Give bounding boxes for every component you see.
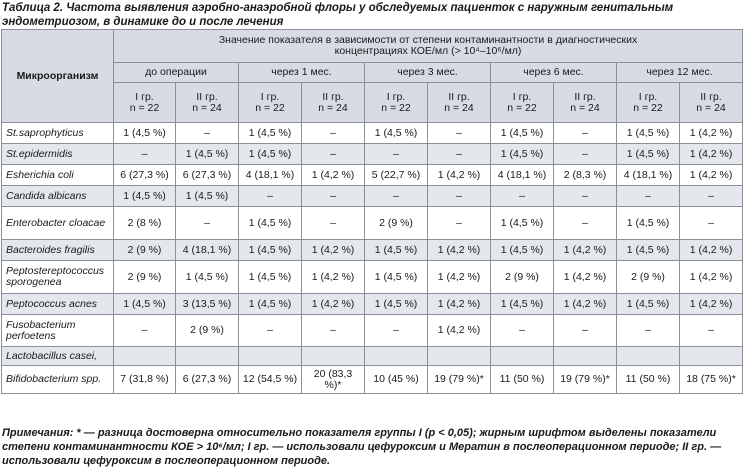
period-header: через 6 мес.: [491, 63, 617, 83]
group-header: I гр. n = 22: [365, 83, 428, 123]
value-cell: 1 (4,2 %): [428, 240, 491, 261]
value-cell: 1 (4,5 %): [239, 123, 302, 144]
table-notes: Примечания: * — разница достоверна относительно показателя группы I (p < 0,05); жирным шрифтом выделены показатели степени контаминантности КОЕ > 10⁶/мл; I гр. — использовали цефуроксим и Мератин в послеоперационном периоде; II гр. — использовали цефуроксим в послеоперационном периоде.: [2, 427, 722, 467]
period-header: через 12 мес.: [617, 63, 743, 83]
organism-name: Bifidobacterium spp.: [2, 366, 114, 394]
value-cell: 4 (18,1 %): [491, 165, 554, 186]
value-cell: –: [114, 315, 176, 347]
group-header: II гр. n = 24: [680, 83, 743, 123]
value-cell: 1 (4,2 %): [428, 165, 491, 186]
value-cell: –: [302, 144, 365, 165]
value-cell: 7 (31,8 %): [114, 366, 176, 394]
value-cell: [617, 347, 680, 366]
organism-name: Lactobacillus casei,: [2, 347, 114, 366]
period-header: через 3 мес.: [365, 63, 491, 83]
value-cell: –: [554, 123, 617, 144]
value-cell: 10 (45 %): [365, 366, 428, 394]
value-cell: 1 (4,5 %): [617, 207, 680, 240]
value-cell: 20 (83,3 %)*: [302, 366, 365, 394]
organism-name: St.saprophyticus: [2, 123, 114, 144]
value-cell: 1 (4,5 %): [617, 123, 680, 144]
value-cell: –: [302, 186, 365, 207]
period-header: через 1 мес.: [239, 63, 365, 83]
group-header: II гр. n = 24: [554, 83, 617, 123]
value-cell: –: [428, 123, 491, 144]
value-cell: 1 (4,5 %): [365, 123, 428, 144]
value-cell: 2 (9 %): [176, 315, 239, 347]
value-cell: 2 (9 %): [114, 240, 176, 261]
value-cell: –: [617, 186, 680, 207]
value-cell: 1 (4,2 %): [428, 261, 491, 294]
value-cell: –: [491, 186, 554, 207]
table-row: [2, 165, 743, 186]
value-cell: 1 (4,2 %): [680, 240, 743, 261]
value-cell: [554, 347, 617, 366]
value-cell: 2 (9 %): [365, 207, 428, 240]
group-header: I гр. n = 22: [491, 83, 554, 123]
value-cell: 2 (8,3 %): [554, 165, 617, 186]
value-cell: 19 (79 %)*: [554, 366, 617, 394]
value-cell: –: [428, 207, 491, 240]
group-header: II гр. n = 24: [176, 83, 239, 123]
value-cell: 1 (4,2 %): [680, 261, 743, 294]
value-cell: 1 (4,5 %): [114, 123, 176, 144]
value-cell: –: [680, 315, 743, 347]
value-cell: 12 (54,5 %): [239, 366, 302, 394]
value-cell: 1 (4,2 %): [428, 315, 491, 347]
organism-name: Fusobacterium perfoetens: [2, 315, 114, 347]
table-row: [2, 207, 743, 240]
group-header: I гр. n = 22: [617, 83, 680, 123]
value-cell: 1 (4,2 %): [680, 294, 743, 315]
group-header: I гр. n = 22: [239, 83, 302, 123]
group-header: I гр. n = 22: [114, 83, 176, 123]
organism-column-header: Микроорганизм: [2, 30, 114, 123]
table-row: [2, 366, 743, 394]
value-cell: [114, 347, 176, 366]
table-row: [2, 261, 743, 294]
table-row: [2, 347, 743, 366]
value-cell: –: [302, 207, 365, 240]
value-cell: 1 (4,5 %): [491, 207, 554, 240]
value-cell: 1 (4,5 %): [617, 240, 680, 261]
value-cell: 1 (4,5 %): [617, 294, 680, 315]
value-cell: 2 (9 %): [114, 261, 176, 294]
value-cell: 2 (8 %): [114, 207, 176, 240]
value-cell: [491, 347, 554, 366]
value-cell: –: [428, 186, 491, 207]
value-cell: –: [365, 315, 428, 347]
value-cell: [680, 347, 743, 366]
value-cell: 1 (4,5 %): [239, 144, 302, 165]
value-cell: –: [365, 186, 428, 207]
value-cell: –: [176, 123, 239, 144]
value-cell: [365, 347, 428, 366]
value-cell: 2 (9 %): [491, 261, 554, 294]
table-row: [2, 294, 743, 315]
value-cell: 6 (27,3 %): [176, 366, 239, 394]
value-cell: 11 (50 %): [617, 366, 680, 394]
value-cell: 6 (27,3 %): [176, 165, 239, 186]
value-cell: 1 (4,5 %): [491, 240, 554, 261]
value-cell: 1 (4,2 %): [680, 144, 743, 165]
microflora-table: [1, 29, 743, 394]
value-cell: 1 (4,2 %): [302, 261, 365, 294]
value-cell: –: [554, 315, 617, 347]
table-row: [2, 315, 743, 347]
value-cell: 4 (18,1 %): [617, 165, 680, 186]
value-cell: 4 (18,1 %): [239, 165, 302, 186]
value-cell: 1 (4,5 %): [365, 294, 428, 315]
value-cell: –: [554, 144, 617, 165]
value-cell: [428, 347, 491, 366]
organism-name: Esherichia coli: [2, 165, 114, 186]
table-caption: Таблица 2. Частота выявления аэробно-анаэробной флоры у обследуемых пациенток с наружным генитальным эндометриозом, в динамике до и после лечения: [2, 2, 674, 28]
group-header: II гр. n = 24: [428, 83, 491, 123]
value-cell: 1 (4,5 %): [176, 144, 239, 165]
organism-name: Enterobacter cloacae: [2, 207, 114, 240]
value-cell: 1 (4,5 %): [365, 261, 428, 294]
value-cell: –: [302, 315, 365, 347]
value-cell: 1 (4,2 %): [554, 240, 617, 261]
value-cell: 1 (4,2 %): [302, 240, 365, 261]
value-cell: 1 (4,2 %): [302, 165, 365, 186]
table-row: [2, 123, 743, 144]
value-cell: 1 (4,5 %): [365, 240, 428, 261]
value-cell: 6 (27,3 %): [114, 165, 176, 186]
value-cell: 2 (9 %): [617, 261, 680, 294]
value-cell: 1 (4,5 %): [617, 144, 680, 165]
value-cell: 1 (4,2 %): [680, 165, 743, 186]
value-cell: 18 (75 %)*: [680, 366, 743, 394]
value-cell: –: [491, 315, 554, 347]
value-cell: 1 (4,2 %): [554, 261, 617, 294]
value-cell: [239, 347, 302, 366]
value-cell: 4 (18,1 %): [176, 240, 239, 261]
organism-name: Candida albicans: [2, 186, 114, 207]
concentration-group-header: Значение показателя в зависимости от степени контаминантности в диагностических концентрациях КОЕ/мл (> 10⁴–10⁶/мл): [114, 30, 743, 63]
table-row: [2, 144, 743, 165]
value-cell: 1 (4,5 %): [114, 186, 176, 207]
value-cell: [302, 347, 365, 366]
value-cell: 1 (4,5 %): [491, 123, 554, 144]
value-cell: 1 (4,5 %): [239, 207, 302, 240]
value-cell: 5 (22,7 %): [365, 165, 428, 186]
organism-name: Peptostereptococcus sporogenea: [2, 261, 114, 294]
group-header: II гр. n = 24: [302, 83, 365, 123]
value-cell: –: [428, 144, 491, 165]
value-cell: –: [365, 144, 428, 165]
value-cell: –: [302, 123, 365, 144]
value-cell: –: [554, 186, 617, 207]
value-cell: 1 (4,5 %): [114, 294, 176, 315]
value-cell: –: [554, 207, 617, 240]
value-cell: 1 (4,2 %): [428, 294, 491, 315]
table-row: [2, 186, 743, 207]
value-cell: 1 (4,2 %): [302, 294, 365, 315]
value-cell: 1 (4,5 %): [239, 261, 302, 294]
value-cell: 11 (50 %): [491, 366, 554, 394]
value-cell: 1 (4,2 %): [554, 294, 617, 315]
value-cell: –: [239, 315, 302, 347]
value-cell: –: [176, 207, 239, 240]
value-cell: 1 (4,5 %): [491, 294, 554, 315]
value-cell: 1 (4,5 %): [491, 144, 554, 165]
organism-name: Peptococcus acnes: [2, 294, 114, 315]
value-cell: 1 (4,5 %): [176, 261, 239, 294]
value-cell: 1 (4,5 %): [239, 240, 302, 261]
period-header: до операции: [114, 63, 239, 83]
value-cell: [176, 347, 239, 366]
value-cell: –: [680, 207, 743, 240]
value-cell: –: [239, 186, 302, 207]
value-cell: 19 (79 %)*: [428, 366, 491, 394]
table-row: [2, 240, 743, 261]
value-cell: 1 (4,5 %): [239, 294, 302, 315]
value-cell: 3 (13,5 %): [176, 294, 239, 315]
value-cell: –: [617, 315, 680, 347]
organism-name: St.epidermidis: [2, 144, 114, 165]
value-cell: –: [680, 186, 743, 207]
organism-name: Bacteroides fragilis: [2, 240, 114, 261]
value-cell: 1 (4,2 %): [680, 123, 743, 144]
value-cell: 1 (4,5 %): [176, 186, 239, 207]
value-cell: –: [114, 144, 176, 165]
